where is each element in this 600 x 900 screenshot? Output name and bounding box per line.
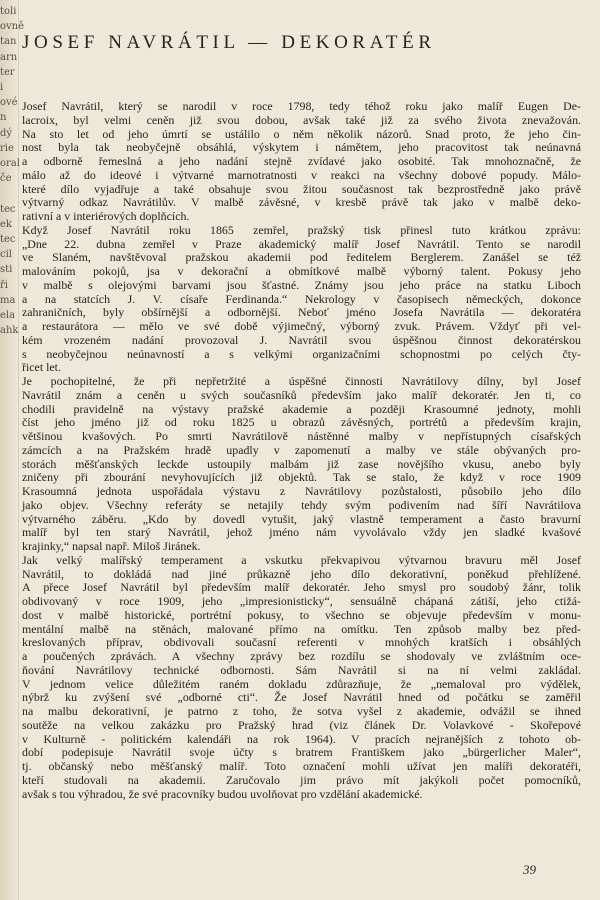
text-line: dobí podepisuje Navrátil svoje účty s bratrem Františkem jako „bürgerlicher Maler“, (22, 745, 581, 760)
text-line: zahraničních, byly obšírnější a odbornější. Neboť jméno Josefa Navrátila — dekoratéra (22, 305, 581, 320)
text-line: jako objev. Všechny referáty se netajily tehdy svým podivením nad šíří Navrátilova (22, 497, 581, 512)
text-line: většinou kvašových. Po smrti Navrátilově nástěnné malby v nepřístupných císařských (22, 429, 581, 443)
text-line: ve Slaném, navštěvoval pražskou akademii pod ředitelem Berglerem. Zanášel se též (22, 250, 581, 265)
text-line: řicet let. (22, 360, 61, 375)
text-line: rativní a v interiérových doplňcích. (22, 209, 190, 223)
text-line: Když Josef Navrátil roku 1865 zemřel, pražský tisk přinesl tuto krátkou zprávu: (22, 222, 581, 237)
bleed-fragment: ři (0, 279, 8, 291)
text-line: krajinky,“ napsal např. Miloš Jiránek. (22, 539, 201, 553)
bleed-fragment: cil (0, 249, 12, 261)
bleed-fragment: ma (0, 294, 16, 306)
text-line: ňování Navrátilovy technické odbornosti. Sám Navrátil si na ní velmi zakládal. (22, 662, 581, 677)
text-line: Josef Navrátil, který se narodil v roce 1798, tedy téhož roku jako malíř Eugen De- (22, 99, 581, 113)
text-line: které dílo vyjadřuje a také obsahuje svou žitou současnost tak bezprostředně jako právě (22, 181, 581, 196)
text-line: A přece Josef Navrátil byl především malíř dekoratér. Jeho smysl pro soudobý žánr, tolik (22, 580, 581, 595)
bleed-fragment: ter (0, 66, 15, 78)
text-line: tj. občanský nebo měšťanský malíř. Toto označení mohli užívat jen malíři dekoratéři, (22, 759, 581, 773)
text-line: nost byla tak neobyčejně obsáhlá, výskytem i námětem, jeho pracovitost tak neúnavná (22, 140, 581, 155)
previous-page-edge (0, 0, 25, 900)
bleed-fragment: ové (0, 97, 18, 109)
text-line: zničeny při zbourání nevyhovujících již objektů. Tak se stalo, že když v roce 1909 (22, 470, 581, 485)
text-line: malíř byl ten starý Navrátil, jehož jméno nám vyvolávalo vždy jen sladké kvašové (22, 525, 581, 540)
text-line: avšak s tou výhradou, že své pracovníky budou uvolňovat pro vzdělání akademické. (22, 786, 423, 801)
bleed-fragment: tec (0, 234, 16, 245)
paragraph (22, 224, 581, 375)
text-line: číst jeho jméno již od roku 1825 u obrazů závěsných, portrétů a především krajin, (22, 415, 581, 430)
paragraph (22, 554, 581, 802)
bleed-fragment: če (0, 173, 12, 185)
text-line: a odborně řemeslná a jeho nadání stejně zvídavé jako osobité. Tak mnohoznačně, že (22, 154, 581, 168)
bleed-fragment: ovně (0, 21, 25, 33)
bleed-fragment: toli (0, 6, 17, 17)
text-line: Jak velký malířský temperament a vskutku překvapivou výtvarnou bravuru měl Josef (22, 552, 581, 567)
text-line: Na sto let od jeho úmrtí se ustálilo o něm několik názorů. Snad proto, že jeho čin- (22, 126, 581, 141)
text-line: kreslovaných příprav, obdivovali současní referenti v mnohých kratších i obsáhlých (22, 635, 581, 650)
paragraph (22, 100, 581, 224)
text-line: malováním pokojů, jsa v dekorační a obmítkové malbě výborný talent. Pokusy jeho (22, 264, 581, 278)
bleed-fragment: rie (0, 142, 14, 154)
article-title: JOSEF NAVRÁTIL — DEKORATÉR (22, 32, 436, 53)
bleed-fragment: ahk (0, 325, 19, 337)
text-line: Navrátil, to dokládá nad jiné průkazně jeho dílo dekorativní, poněkud přehlížené. (22, 566, 581, 581)
bleed-fragment: i (0, 82, 4, 93)
bleed-fragment: dý (0, 127, 13, 139)
bleed-fragment: n (0, 112, 7, 124)
text-line: V jednom velice důležitém raném dokladu zdůrazňuje, že „nemaloval pro výdělek, (22, 676, 581, 691)
text-line: na malbu dekorativní, je patrno z toho, že sotva vyšel z akademie, odvážil se ihned (22, 704, 581, 718)
bleed-fragment: arn (0, 51, 18, 63)
text-line: Je pochopitelné, že při nepřetržité a úspěšné činnosti Navrátilovy dílny, byl Josef (22, 374, 581, 388)
text-line: Navrátil znám a ceněn u svých současníků především jako malíř dekoratér. Jen ti, co (22, 387, 581, 402)
text-line: v Kulturně - politickém kalendáři na rok 1964). V pracích nejranějších z tohoto ob- (22, 731, 581, 746)
text-line: kteří studovali na akademii. Zaručovalo jim právo mít jakýkoli počet pomocníků, (22, 772, 581, 787)
text-line: lacroix, byl velmi ceněn již svou dobou, avšak také již za svého života znevažován. (22, 112, 581, 127)
text-line: a restaurátora — mělo ve své době výjimečný, výborný zvuk. Právem. Vždyť při vel- (22, 319, 581, 333)
bleed-fragment: sti (0, 264, 13, 276)
text-line: málo až do ideové i výtvarné marnotratnosti v reakci na všechny dobové popudy. Málo- (22, 167, 581, 182)
text-line: výtvarný odkaz Navrátilův. V malbě závěsné, v kresbě právě tak jako v malbě deko- (22, 195, 581, 210)
bleed-fragment: tan (0, 36, 17, 48)
paragraph (22, 375, 581, 554)
text-line: Krasoumná jednota uspořádala výstavu z Navrátilovy pozůstalosti, působilo jeho dílo (22, 484, 581, 498)
text-line: soutěže na velkou zakázku pro Pražský hrad (viz článek Dr. Volavkové - Skořepové (22, 717, 581, 732)
page-number: 39 (523, 862, 536, 877)
text-line: v malbě s olejovými barvami jsou šťastné. Známy jsou jeho práce na statku Liboch (22, 277, 581, 292)
bleed-fragment: ela (0, 310, 16, 321)
text-line: mentální malbě na stěnách, malované přímo na omítku. Ten způsob malby bez před- (22, 621, 581, 636)
text-line: obdivovaný v roce 1909, jeho „impresionisticky“, sensuálně chápaná zátiší, jeho ctižá- (22, 594, 581, 608)
bleed-fragment: ek (0, 218, 12, 230)
bleed-fragment: tec (0, 203, 16, 215)
text-line: a poučených zprávách. A všechny zprávy bez rozdílu se shodovaly ve zvláštním oce- (22, 649, 581, 663)
bleed-fragment: oral (0, 158, 20, 169)
text-line: dost v malbě historické, portrétní pokusy, to všechno se objevuje především v monu- (22, 607, 581, 622)
text-line: výtvarného záběru. „Kdo by dovedl vytušit, jaký vlastně temperament a často bravurní (22, 511, 581, 526)
text-line: kém vrozeném nadání provozoval J. Navrátil svou úspěšnou činnost dekoratérskou (22, 332, 581, 347)
text-line: nýbrž ku zvýšení své „odborné cti“. Že Josef Navrátil hned od počátku se zaměřil (22, 690, 581, 705)
article-body (22, 100, 581, 801)
text-line: chodili pravidelně na výstavy pražské akademie a později Krasoumné jednoty, mohli (22, 401, 581, 416)
text-line: zámcích a na Pražském hradě upadly v zapomenutí a malby ve stále obývaných pro- (22, 442, 581, 457)
text-line: „Dne 22. dubna zemřel v Praze akademický malíř Josef Navrátil. Tento se narodil (22, 236, 581, 251)
text-line: s neobyčejnou neúnavností a s velkými organizačními schopnostmi po celých čty- (22, 346, 581, 361)
text-line: storách měšťanských leckde ustoupily malbám již zase novějšího vkusu, anebo byly (22, 456, 581, 471)
text-line: a na statcích J. V. císaře Ferdinanda.“ Nekrology v časopisech německých, dokonce (22, 291, 581, 306)
